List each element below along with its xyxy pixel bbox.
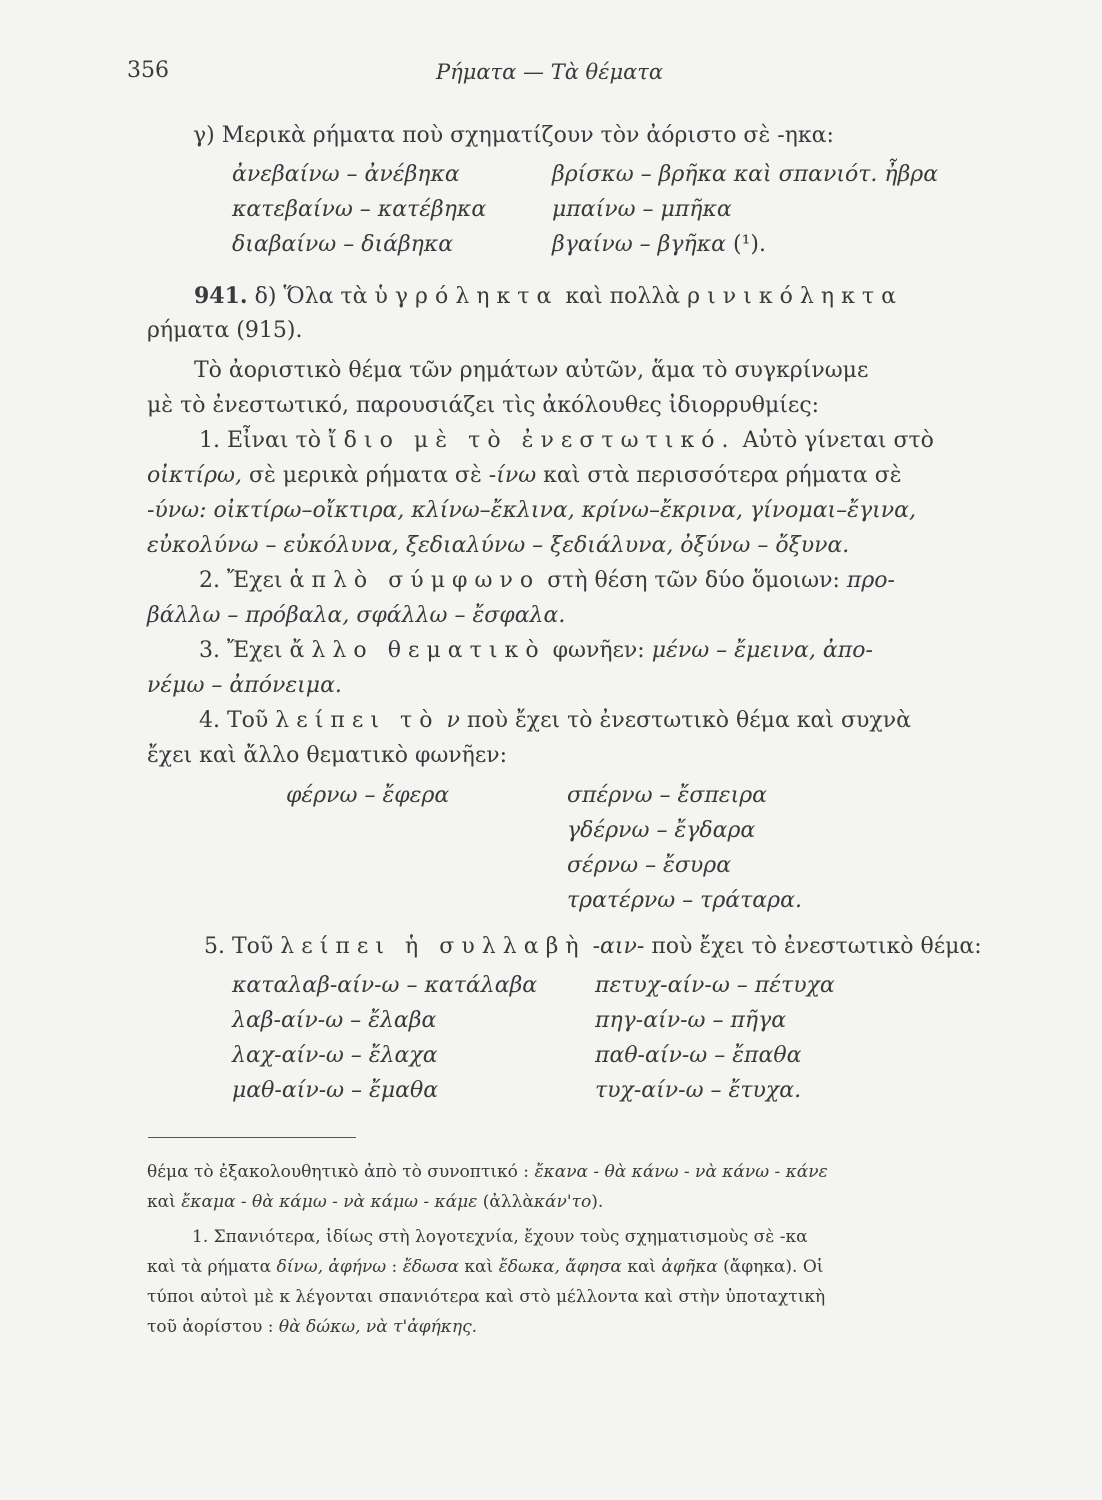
footnote-1-4b: θὰ δώκω, νὰ τ'ἀφήκης.: [278, 1317, 478, 1337]
para-941-lead: δ): [254, 284, 277, 309]
point1-spaced: ἴδιο μὲ τὸ ἐνεστωτικό.: [327, 428, 736, 453]
point1-line1: [199, 428, 934, 453]
point5-right-4: τυχ-αίν-ω – ἔτυχα.: [595, 1078, 802, 1103]
point5-line1: [204, 934, 982, 959]
footnote-cont-2a: καὶ: [147, 1192, 176, 1212]
footnote-1-2h: ἀφῆκα: [661, 1257, 718, 1277]
footnote-1-2f: ἔδωκα, ἄφησα: [498, 1257, 622, 1277]
point3-text-a: Ἔχει: [227, 638, 283, 663]
para-941-intro-2: μὲ τὸ ἐνεστωτικό, παρουσιάζει τὶς ἀκόλουθες ἰδιορρυθμίες:: [147, 393, 820, 418]
point4-line2: ἔχει καὶ ἄλλο θεματικὸ φωνῆεν:: [147, 743, 508, 768]
point1-line2: [147, 463, 902, 488]
footnote-divider: [148, 1137, 356, 1138]
point1-line2-text: σὲ μερικὰ ρήματα σὲ: [248, 463, 482, 488]
point3-example-a: μένω – ἔμεινα, ἀπο-: [651, 638, 873, 663]
footnote-1-line2: [147, 1257, 823, 1277]
point5-text-b: ποὺ ἔχει τὸ ἐνεστωτικὸ θέμα:: [651, 934, 982, 959]
point5-ending: -αιν-: [592, 934, 645, 959]
point2-text-a: Ἔχει: [227, 568, 283, 593]
point2-example-a: προ-: [846, 568, 895, 593]
point2-number: 2.: [199, 568, 220, 593]
point4-text-a: Τοῦ: [227, 708, 269, 733]
para-941-line1: [194, 283, 903, 309]
footnote-1-4a: τοῦ ἀορίστου :: [147, 1317, 274, 1337]
point5-left-3: λαχ-αίν-ω – ἔλαχα: [232, 1043, 438, 1068]
point4-number: 4.: [199, 708, 220, 733]
point5-left-1: καταλαβ-αίν-ω – κατάλαβα: [232, 973, 538, 998]
point1-line3: -ύνω: οἰκτίρω–οἴκτιρα, κλίνω–ἔκλινα, κρίνω–ἔκρινα, γίνομαι–ἔγινα,: [147, 498, 916, 523]
para-941-number: 941.: [194, 283, 248, 309]
point1-text-a: Εἶναι τὸ: [227, 428, 321, 453]
point4-letter: ν: [446, 708, 460, 733]
gamma-right-1: βρίσκω – βρῆκα καὶ σπανιότ. ἦβρα: [552, 162, 939, 187]
footnote-cont-line1: [147, 1162, 828, 1182]
footnote-ref-1: (¹).: [732, 232, 766, 257]
point5-left-2: λαβ-αίν-ω – ἔλαβα: [232, 1008, 437, 1033]
point2-line1: [199, 568, 895, 593]
point5-right-2: πηγ-αίν-ω – πῆγα: [595, 1008, 787, 1033]
para-941-term2: ρινικόληκτα: [687, 284, 904, 309]
footnote-1-2d: ἔδωσα: [402, 1257, 459, 1277]
footnote-1-2e: καὶ: [464, 1257, 494, 1277]
point1-line2-italic: οἰκτίρω,: [147, 463, 242, 488]
gamma-intro: γ) Μερικὰ ρήματα ποὺ σχηματίζουν τὸν ἀόριστο σὲ -ηκα:: [193, 123, 834, 148]
para-941-term1: ὑγρόληκτα: [374, 284, 559, 309]
footnote-1-2b: δίνω, ἀφήνω: [276, 1257, 387, 1277]
point4-right-1: σπέρνω – ἔσπειρα: [567, 783, 768, 808]
point1-line2-text-b: καὶ στὰ περισσότερα ρήματα σὲ: [543, 463, 902, 488]
point1-number: 1.: [199, 428, 220, 453]
gamma-right-3: [552, 232, 766, 257]
point5-number: 5.: [204, 934, 225, 959]
para-941-part1: Ὅλα τὰ: [283, 284, 368, 309]
point3-spaced: ἄλλο θεματικὸ: [289, 638, 546, 663]
footnote-1-line1: 1. Σπανιότερα, ἰδίως στὴ λογοτεχνία, ἔχουν τοὺς σχηματισμοὺς σὲ -κα: [192, 1227, 808, 1247]
point1-line4: εὐκολύνω – εὐκόλυνα, ξεδιαλύνω – ξεδιάλυνα, ὀξύνω – ὄξυνα.: [147, 533, 850, 558]
point2-spaced: ἁπλὸ σύμφωνο: [289, 568, 541, 593]
point3-number: 3.: [199, 638, 220, 663]
point5-left-4: μαθ-αίν-ω – ἔμαθα: [232, 1078, 439, 1103]
gamma-left-1: ἀνεβαίνω – ἀνέβηκα: [232, 162, 460, 187]
footnote-1-2i: (ἄφηκα). Οἱ: [723, 1257, 824, 1277]
gamma-right-3-text: βγαίνω – βγῆκα: [552, 232, 726, 257]
point4-line1: [199, 708, 911, 733]
page-number: 356: [127, 58, 169, 83]
point5-text-a: Τοῦ: [232, 934, 274, 959]
footnote-1-2g: καὶ: [627, 1257, 657, 1277]
footnote-cont-2e: ).: [591, 1192, 604, 1212]
point5-right-3: παθ-αίν-ω – ἔπαθα: [595, 1043, 802, 1068]
point1-line2-italic2: -ίνω: [488, 463, 537, 488]
footnote-1-line4: [147, 1317, 477, 1337]
para-941-intro-1: Τὸ ἀοριστικὸ θέμα τῶν ρημάτων αὐτῶν, ἅμα τὸ συγκρίνωμε: [194, 358, 869, 383]
point3-text-b: φωνῆεν:: [552, 638, 645, 663]
footnote-1-2a: καὶ τὰ ρήματα: [147, 1257, 272, 1277]
point4-text-b: ποὺ ἔχει τὸ ἐνεστωτικὸ θέμα καὶ συχνὰ: [466, 708, 911, 733]
point2-line2: βάλλω – πρόβαλα, σφάλλω – ἔσφαλα.: [147, 603, 566, 628]
running-title: Ρήματα — Τὰ θέματα: [436, 60, 664, 84]
point3-line1: [199, 638, 873, 663]
footnote-1-2c: :: [391, 1257, 398, 1277]
footnote-cont-2c: (ἀλλὰ: [482, 1192, 534, 1212]
point1-text-b: Αὐτὸ γίνεται στὸ: [742, 428, 934, 453]
point2-text-b: στὴ θέση τῶν δύο ὅμοιων:: [547, 568, 840, 593]
point3-line2: νέμω – ἀπόνειμα.: [147, 673, 342, 698]
footnote-cont-line2: [147, 1192, 603, 1212]
point5-spaced: λείπει ἡ συλλαβὴ: [280, 934, 586, 959]
point4-left-1: φέρνω – ἔφερα: [286, 783, 450, 808]
point4-right-2: γδέρνω – ἔγδαρα: [567, 818, 756, 843]
footnote-cont-1b: ἔκανα - θὰ κάνω - νὰ κάνω - κάνε: [534, 1162, 828, 1182]
footnote-cont-1a: θέμα τὸ ἐξακολουθητικὸ ἀπὸ τὸ συνοπτικό :: [147, 1162, 530, 1182]
point4-right-3: σέρνω – ἔσυρα: [567, 853, 732, 878]
point4-right-4: τρατέρνω – τράταρα.: [567, 888, 802, 913]
footnote-cont-2d: κάν'το: [533, 1192, 592, 1212]
gamma-left-2: κατεβαίνω – κατέβηκα: [232, 197, 487, 222]
point4-spaced: λείπει τὸ: [275, 708, 440, 733]
gamma-right-2: μπαίνω – μπῆκα: [552, 197, 732, 222]
para-941-part2: καὶ πολλὰ: [565, 284, 681, 309]
para-941-line2: ρήματα (915).: [147, 318, 303, 343]
footnote-1-line3: τύποι αὐτοὶ μὲ κ λέγονται σπανιότερα καὶ στὸ μέλλοντα καὶ στὴν ὑποταχτικὴ: [147, 1287, 826, 1307]
gamma-left-3: διαβαίνω – διάβηκα: [232, 232, 454, 257]
point5-right-1: πετυχ-αίν-ω – πέτυχα: [595, 973, 835, 998]
footnote-cont-2b: ἔκαμα - θὰ κάμω - νὰ κάμω - κάμε: [181, 1192, 478, 1212]
